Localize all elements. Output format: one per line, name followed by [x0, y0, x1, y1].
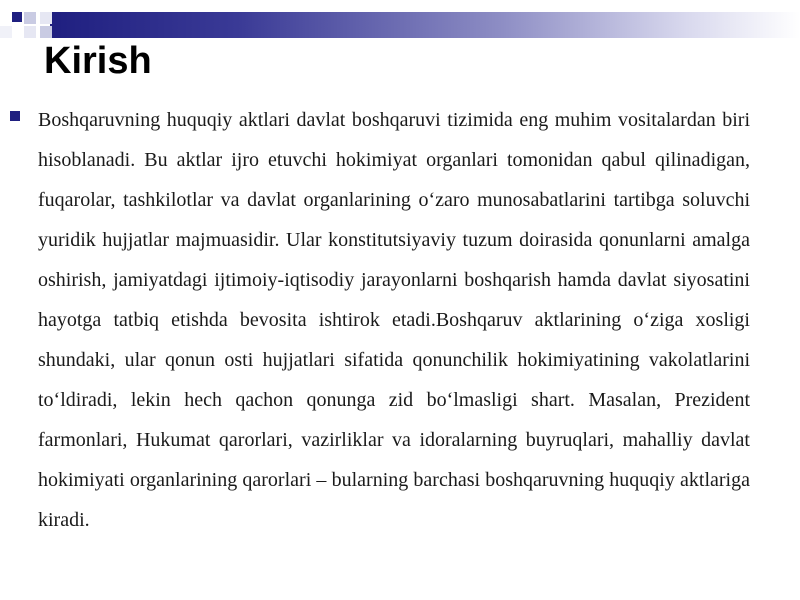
header-decor-square [0, 26, 12, 38]
header-decor-square [40, 26, 52, 38]
slide-title: Kirish [44, 40, 152, 82]
header-decor-square [12, 12, 22, 22]
header-gradient-band [50, 12, 800, 38]
header-decor-square [40, 12, 52, 24]
header-decor-square [24, 26, 36, 38]
slide-body-paragraph: Boshqaruvning huquqiy aktlari davlat boshqaruvi tizimida eng muhim vositalardan biri hisoblanadi. Bu aktlar ijro etuvchi hokimiyat organlari tomonidan qabul qilinadigan, fuqarolar, tashkilotlar va davlat organlarining o‘zaro munosabatlarini tartibga soluvchi yuridik hujjatlar majmuasidir. Ular konstitutsiyaviy tuzum doirasida qonunlarni amalga oshirish, jamiyatdagi ijtimoiy-iqtisodiy jarayonlarni boshqarish hamda davlat siyosatini hayotga tatbiq etishda bevosita ishtirok etadi.Boshqaruv aktlarining o‘ziga xosligi shundaki, ular qonun osti hujjatlari sifatida qonunchilik hokimiyatining vakolatlarini to‘ldiradi, lekin hech qachon qonunga zid bo‘lmasligi shart. Masalan, Prezident farmonlari, Hukumat qarorlari, vazirliklar va idoralarning buyruqlari, mahalliy davlat hokimiyati organlarining qarorlari – bularning barchasi boshqaruvning huquqiy aktlariga kiradi. [38, 109, 750, 531]
header-decor-square [24, 12, 36, 24]
square-bullet-icon [10, 111, 20, 121]
